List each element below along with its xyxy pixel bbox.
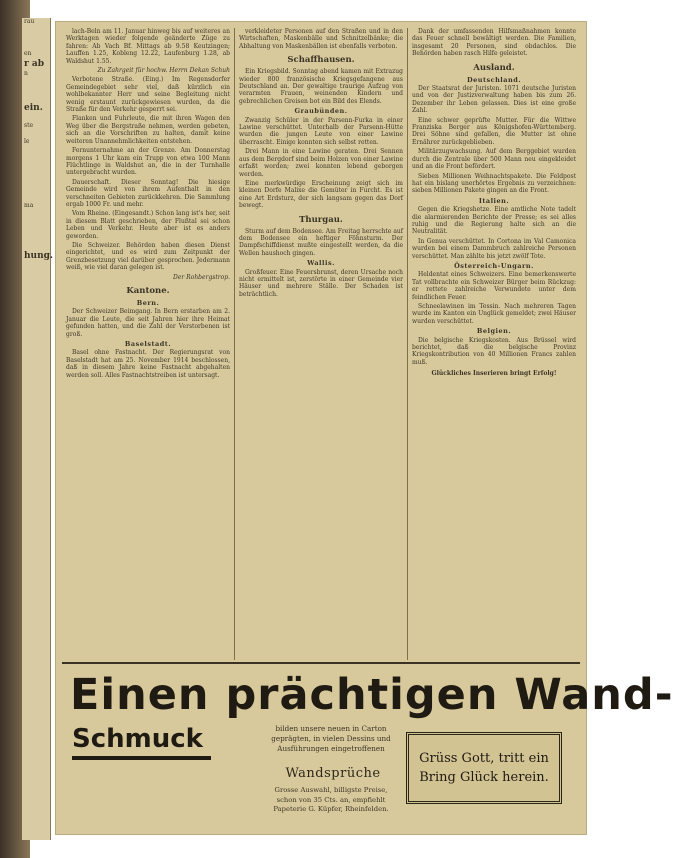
subsection-heading: Belgien. — [476, 327, 512, 336]
ad-headline: Einen prächtigen Wand- — [70, 670, 674, 720]
left-page-fragment — [22, 262, 50, 270]
left-page-fragment — [22, 194, 50, 202]
left-page-fragment — [22, 154, 50, 162]
ad-plaque — [406, 732, 562, 804]
article-paragraph: Militärzugwachsung. Auf dem Berggebiet wurden durch die Zentrale über 500 Mann neu eingekleidet und an die Front befördert. — [412, 148, 576, 171]
ad-product-name: Wandsprüche — [285, 766, 381, 781]
left-page-fragment — [22, 146, 50, 154]
signature-line: Zu Zahrgeit für hochw. Herrn Dekan Schuh — [97, 67, 230, 75]
section-heading: Thurgau. — [299, 214, 343, 225]
article-paragraph: Sturm auf dem Bodensee. Am Freitag herrschte auf dem Bodensee ein heftiger Föhnsturm. Der Dampfschiffdienst mußte eingestellt werden, da die Wellen haushoch gingen. — [239, 227, 403, 257]
left-page-fragment: n — [24, 70, 28, 77]
left-page-fragment: hung. — [24, 251, 54, 261]
closing-line: Glückliches Inserieren bringt Erfolg! — [431, 370, 557, 378]
article-paragraph: Eine merkwürdige Erscheinung zeigt sich im kleinen Dorfe Malixe die Gemüter in Furcht. Es ist eine Art Erdsturz, der sich langsam gegen das Dorf bewegt. — [239, 179, 403, 210]
left-page-fragment — [22, 94, 50, 102]
left-page-fragment — [22, 170, 50, 178]
left-page-fragment: ein. — [24, 103, 43, 113]
article-paragraph: Sieben Millionen Weihnachtspakete. Die Feldpost hat ein bislang unerhörtes Ergebnis zu verzeichnen: sieben Millionen Pakete gingen an die Front. — [412, 172, 576, 195]
article-paragraph: Drei Mann in eine Lawine geraten. Drei Sennen aus dem Bergdorf sind beim Holzen von einer Lawine erfaßt worden; zwei konnten lebend geborgen werden. — [239, 148, 403, 178]
left-page-fragment — [22, 186, 50, 194]
left-page-fragment — [22, 270, 50, 278]
left-page-fragment: ma — [24, 202, 34, 209]
subsection-heading: Bern. — [136, 299, 160, 307]
column-2 — [235, 28, 408, 660]
subsection-heading: Deutschland. — [466, 75, 522, 84]
left-page-fragment — [22, 86, 50, 94]
left-page-fragment: rau — [24, 18, 35, 25]
article-paragraph: Die Schweizer. Behörden haben diesen Dienst eingerichtet, und es wird zum Zeitpunkt der Grenzbesetzung viel darüber gesprochen. Jedermann weiß, wie viel daran gelegen ist. — [66, 241, 230, 272]
article-columns — [62, 28, 580, 660]
article-paragraph: Die belgische Kriegskosten. Aus Brüssel wird berichtet, daß die belgische Provinz Kriegskontribution von 40 Millionen Francs zahlen muß. — [412, 336, 576, 366]
article-paragraph: Ein Kriegsbild. Sonntag abend kamen mit Extrazug wieder 800 französische Kriegsgefangene aus Deutschland an. Der gewaltige traurige Aufzug von verarmten Frauen, weinenden Kindern und gebrechlichen Greisen bot ein Bild des Elends. — [239, 68, 403, 105]
left-page-fragment — [22, 178, 50, 186]
left-page-fragment: en — [24, 50, 32, 57]
article-paragraph: Dank der umfassenden Hilfsmaßnahmen konnte das Feuer schnell bewältigt werden. Die Familien, insgesamt 20 Personen, sind obdachlos. Die Behörden haben rasch Hilfe geleistet. — [412, 28, 576, 58]
section-heading: Kantone. — [126, 286, 170, 296]
section-heading: Ausland. — [473, 62, 515, 73]
article-paragraph: Der Staatsrat der Juristen. 1071 deutsche Juristen und von der Justizverwaltung haben bis zum 26. Dezember ihr Leben gelassen. Dies ist eine große Zahl. — [412, 85, 576, 115]
left-page-fragment — [22, 26, 50, 34]
article-paragraph: Zwanzig Schüler in der Parsenn-Furka in einer Lawine verschüttet. Unterhalb der Parsenn-Hütte wurden die jungen Leute von einer Lawine überrascht. Einige konnten sich selbst retten. — [239, 116, 403, 146]
signature-line: Der Rohbergstrop. — [173, 273, 230, 281]
article-paragraph: Großfeuer. Eine Feuersbrunst, deren Ursache noch nicht ermittelt ist, zerstörte in einer Gemeinde vier Häuser und mehrere Ställe. Der Schaden ist beträchtlich. — [239, 268, 403, 298]
left-page-edge — [22, 18, 54, 840]
left-page-fragment — [22, 34, 50, 42]
left-page-fragment — [22, 286, 50, 294]
column-1 — [62, 28, 235, 660]
left-page-fragment: le — [24, 138, 30, 145]
left-page-fragment: r ab — [24, 59, 44, 69]
article-paragraph: Gegen die Kriegshetze. Eine amtliche Note tadelt die alarmierenden Berichte der Presse; es sei alles ruhig und die Regierung halte sich an die Neutralität. — [412, 206, 576, 236]
article-paragraph: Heldentat eines Schweizers. Eine bemerkenswerte Tat vollbrachte ein Schweizer Bürger beim Rückzug: er rettete zahlreiche Verwundete unter dem feindlichen Feuer. — [412, 271, 576, 301]
ad-separator — [62, 662, 580, 664]
left-page-fragment — [22, 114, 50, 122]
left-page-fragment — [22, 302, 50, 310]
left-page-fragment — [22, 78, 50, 86]
left-page-fragment — [22, 130, 50, 138]
section-heading: Schaffhausen. — [287, 55, 355, 66]
subsection-heading: Graubünden. — [294, 107, 348, 116]
left-page-fragment — [22, 210, 50, 218]
article-paragraph: In Genua verschüttet. In Cortona im Val Camonica wurden bei einem Dammbruch zahlreiche Personen verschüttet. Man zählte bis jetzt zwölf Tote. — [412, 237, 576, 260]
ad-vendor: Grosse Auswahl, billigste Preise, schon von 35 Cts. an, empfiehlt Papeterie G. Küpfer, Rheinfelden. — [273, 786, 389, 813]
left-page-fragment — [22, 310, 50, 318]
ad-headline-2: Schmuck — [72, 722, 211, 760]
newspaper-page — [56, 22, 674, 834]
article-paragraph: Basel ohne Fastnacht. Der Regierungsrat von Baselstadt hat am 25. November 1914 beschlossen, daß in diesem Jahre keine Fastnacht abgehalten werden soll. Alles Fastnachtstreiben ist untersagt. — [66, 349, 230, 379]
article-paragraph: Flanken und Fuhrleute, die mit ihren Wagen den Weg über die Bergstraße nehmen, werden gebeten, sich an die Vorschriften zu halten, damit keine weiteren Unannehmlichkeiten entstehen. — [66, 115, 230, 145]
left-page-fragment — [22, 226, 50, 234]
article-paragraph: Verbotene Straße. (Eing.) Im Regensdorfer Gemeindegebiet sehr viel, daß kürzlich ein wohlbekannter Herr und seine Begleitung nicht wenig erstaunt zurückgewiesen wurden, da die Straße für den Verkehr gesperrt sei. — [66, 76, 230, 114]
left-page-fragment — [22, 294, 50, 302]
article-paragraph: verkleideter Personen auf den Straßen und in den Wirtschaften, Maskenbälle und Schnitzelbänke; die Abhaltung von Maskenbällen ist ebenfalls verboten. — [239, 28, 403, 50]
plaque-line-2: Bring Glück herein. — [419, 770, 549, 785]
article-paragraph: Eine schwer geprüfte Mutter. Für die Wittwe Franziska Berger aus Königshofen-Württemberg. Drei Söhne sind gefallen, die Mutter ist ohne Ernährer zurückgeblieben. — [412, 116, 576, 146]
ad-description: bilden unsere neuen in Carton geprägten, in vielen Dessins und Ausführungen eingetroffenen — [271, 724, 391, 753]
article-paragraph: Fernunternahme an der Grenze. Am Donnerstag morgens 1 Uhr kam ein Trupp von etwa 100 Mann Flüchtlinge in Waldshut an, die in der Turnhalle untergebracht wurden. — [66, 147, 230, 177]
advertisement — [62, 668, 674, 828]
article-paragraph: Schneelawinen im Tessin. Nach mehreren Tagen wurde im Kanton ein Unglück gemeldet; zwei Häuser wurden verschüttet. — [412, 303, 576, 325]
left-page-fragment — [22, 218, 50, 226]
left-page-fragment: ste — [24, 122, 34, 129]
article-paragraph: Der Schweizer Beimgang. In Bern erstarben am 2. Januar die Leute, die seit Jahren hier ihre Heimat gefunden hatten, und die Zahl der Verstorbenen ist groß. — [66, 308, 230, 338]
subsection-heading: Österreich-Ungarn. — [454, 261, 534, 270]
article-paragraph: Vom Rheine. (Eingesandt.) Schon lang ist's her, seit in diesem Blatt geschrieben, der Flußtal sei schon Leben und Verkehr. Heute aber ist es anders geworden. — [66, 210, 230, 240]
subsection-heading: Wallis. — [307, 259, 335, 268]
left-page-fragment — [22, 162, 50, 170]
left-page-fragment — [22, 42, 50, 50]
left-page-fragment — [22, 278, 50, 286]
left-page-fragment — [22, 234, 50, 242]
column-3 — [408, 28, 580, 660]
plaque-line-1: Grüss Gott, tritt ein — [419, 751, 549, 766]
article-paragraph: Dauerschaft. Dieser Sonntag! Die hiesige Gemeinde wird von ihrem Aufenthalt in den verschneiten Gebieten zurückkehren. Die Sammlung ergab 1000 Fr. und mehr. — [66, 178, 230, 208]
subsection-heading: Baselstadt. — [124, 340, 172, 349]
subsection-heading: Italien. — [478, 196, 510, 205]
article-paragraph: lach-Beln am 11. Januar hinweg bis auf weiteres an Werktagen wieder folgende geänderte Züge zu fahren: Ab Vach Bf. Mittags ab 9.58 Keutzingen; Lauffen 1.25, Kobleng 12.22, Laufenburg 1.28, ab Waldshut 1.55. — [66, 28, 230, 65]
left-page-fragment — [22, 242, 50, 250]
